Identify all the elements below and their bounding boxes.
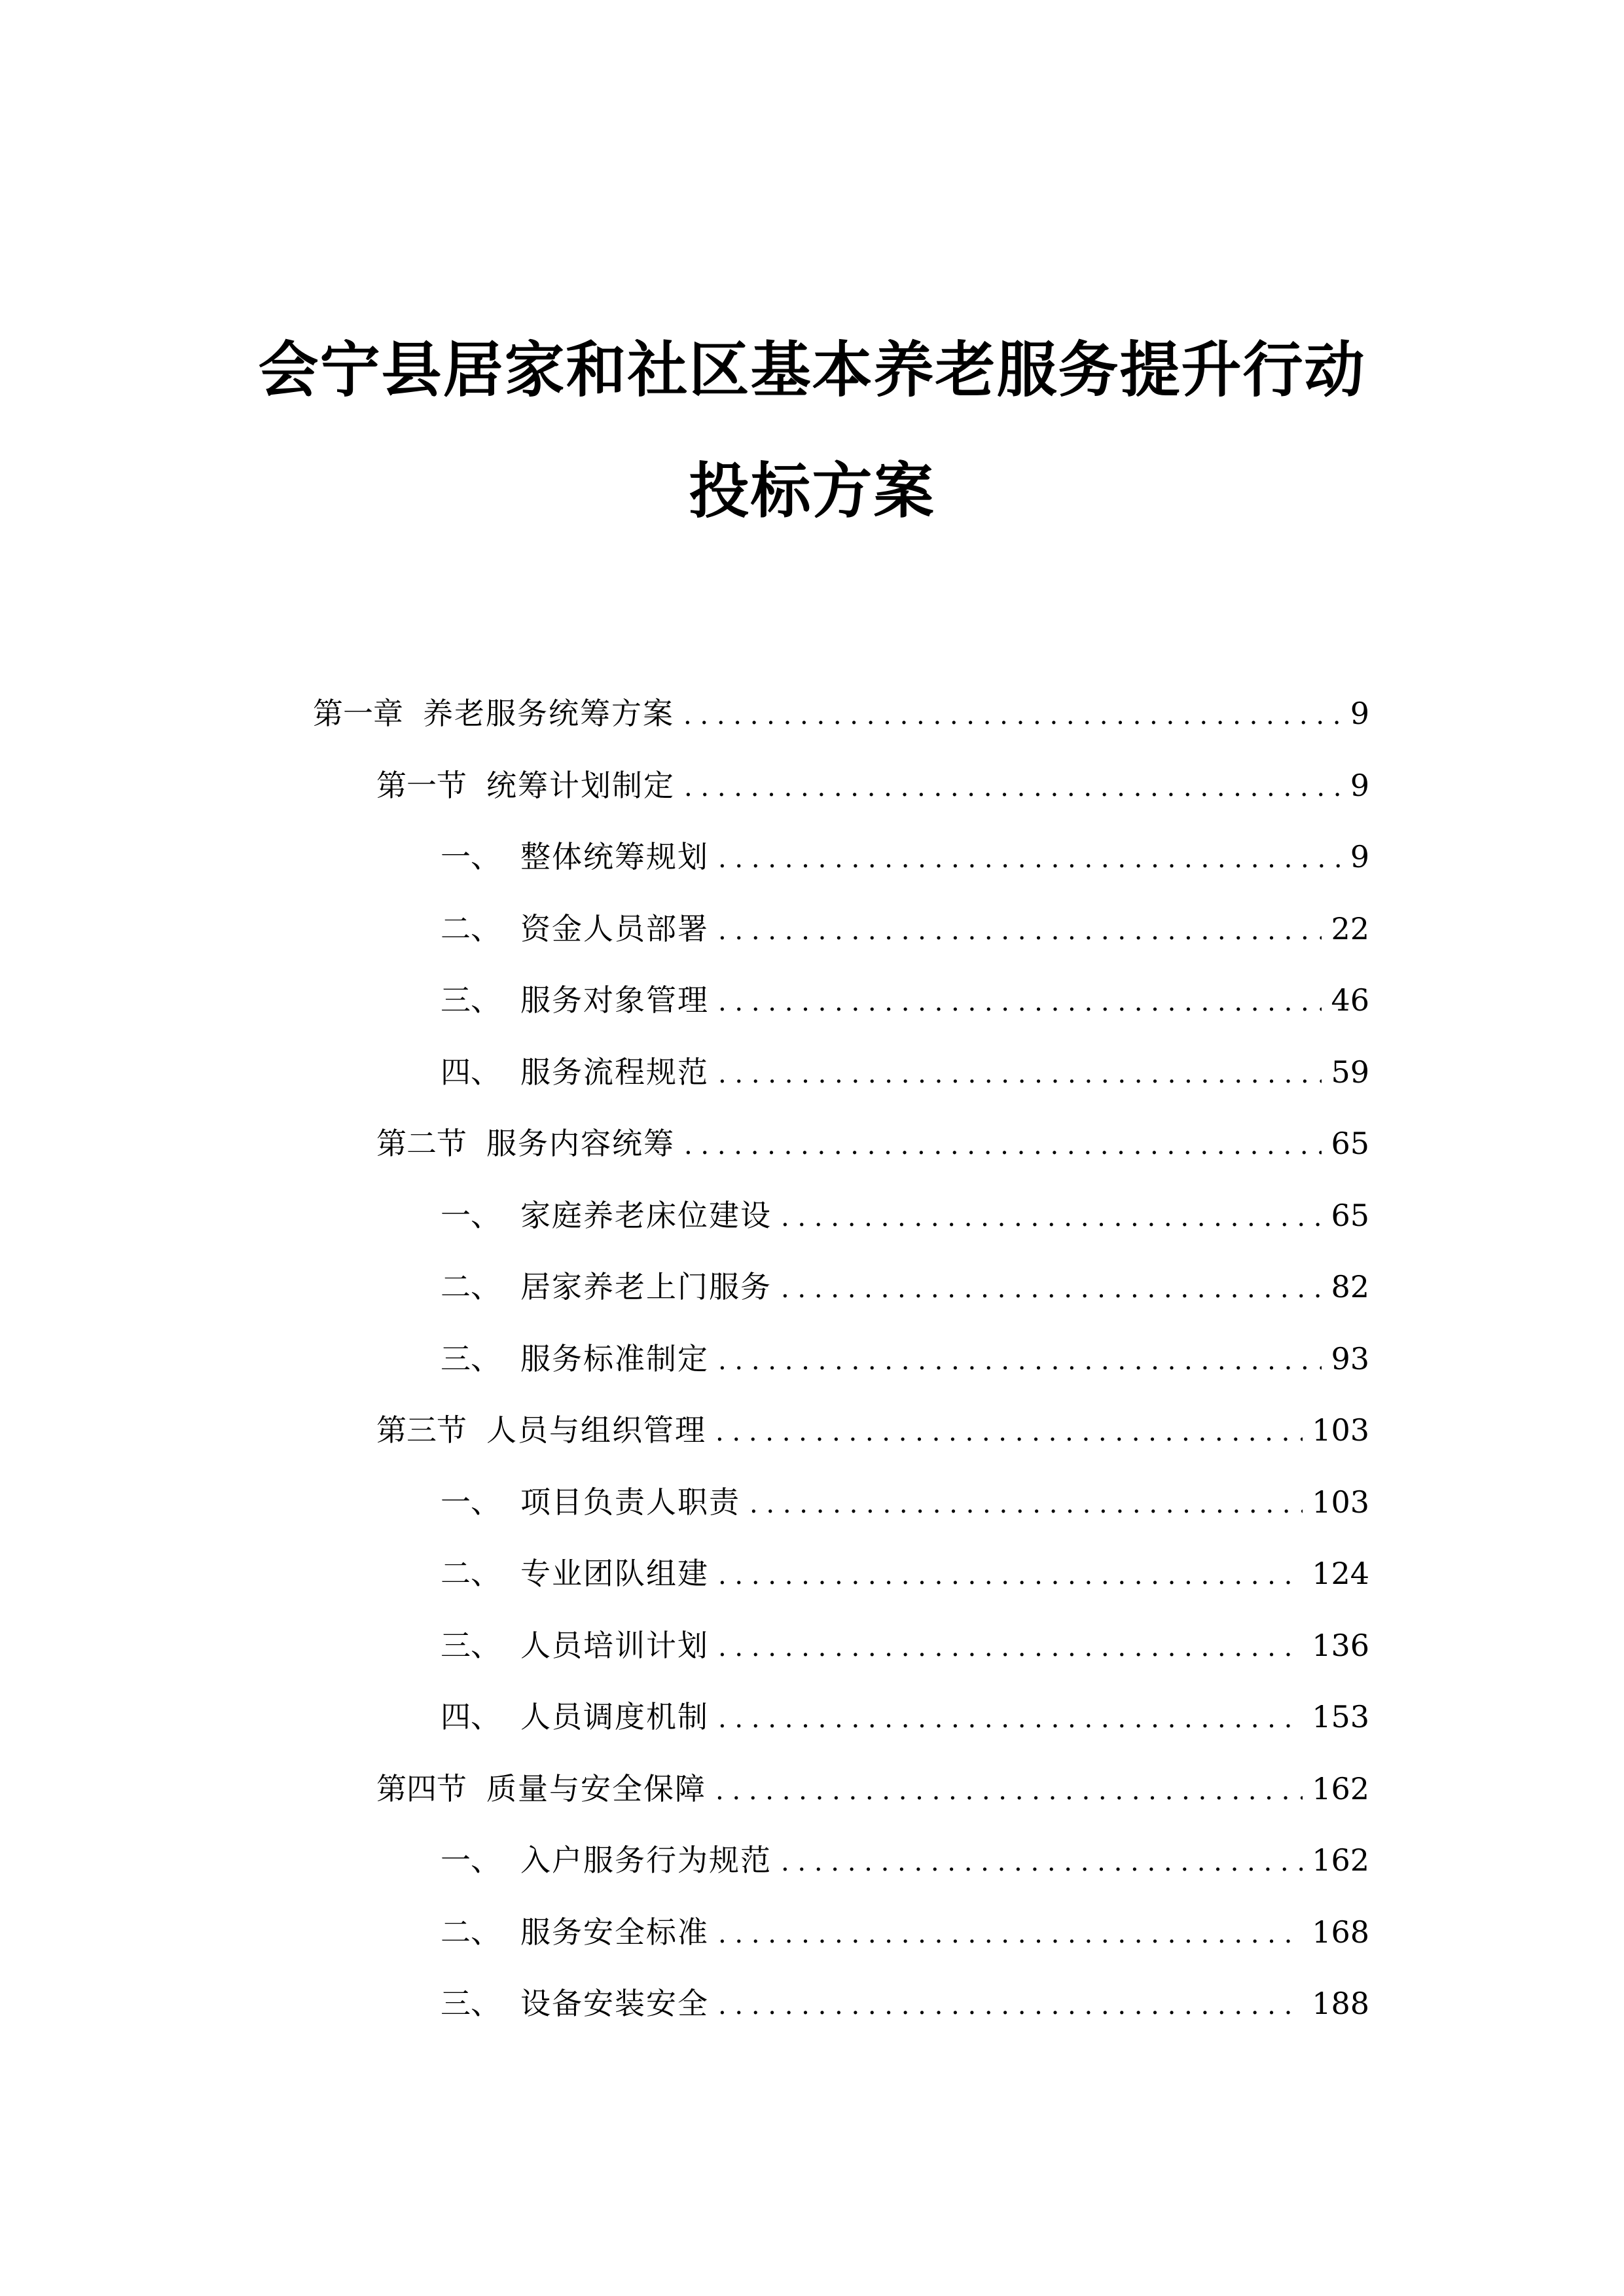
toc-entry-number: 二、 xyxy=(441,1269,501,1304)
toc-entry-page-number: 22 xyxy=(1331,910,1369,946)
toc-entry-number: 第一章 xyxy=(313,696,403,731)
toc-entry-page-number: 103 xyxy=(1312,1412,1369,1448)
toc-entry-number: 四、 xyxy=(441,1699,501,1734)
toc-entry-page-number: 153 xyxy=(1312,1699,1369,1734)
toc-entry-number: 第一节 xyxy=(376,767,467,803)
toc-entry-number: 二、 xyxy=(441,910,501,946)
toc-dot-leader xyxy=(781,1839,1303,1885)
toc-entry-number: 二、 xyxy=(441,1556,501,1591)
toc-entry-page-number: 162 xyxy=(1312,1770,1369,1806)
toc-entry[interactable] xyxy=(441,1694,1369,1740)
toc-entry-page-number: 93 xyxy=(1331,1340,1369,1376)
toc-dot-leader xyxy=(718,1552,1303,1598)
toc-entry-title: 人员与组织管理 xyxy=(486,1412,706,1448)
toc-entry-page-number: 46 xyxy=(1331,982,1369,1018)
toc-entry-page-number: 82 xyxy=(1331,1269,1369,1304)
toc-entry-page-number: 59 xyxy=(1331,1054,1369,1090)
toc-dot-leader xyxy=(718,1338,1322,1384)
toc-entry-page-number: 188 xyxy=(1312,1986,1369,2021)
toc-entry-page-number: 9 xyxy=(1350,696,1369,731)
toc-entry-title: 服务标准制定 xyxy=(520,1340,709,1376)
toc-dot-leader xyxy=(718,1911,1303,1957)
toc-entry-title: 整体统筹规划 xyxy=(520,839,709,874)
toc-entry[interactable] xyxy=(376,1407,1369,1453)
toc-entry-title: 服务流程规范 xyxy=(520,1054,709,1090)
toc-entry-page-number: 9 xyxy=(1350,839,1369,874)
toc-entry-title: 设备安装安全 xyxy=(520,1986,709,2021)
toc-entry-number: 第四节 xyxy=(376,1770,467,1806)
toc-entry-title: 家庭养老床位建设 xyxy=(520,1197,772,1233)
toc-entry-number: 一、 xyxy=(441,1484,501,1520)
toc-entry[interactable] xyxy=(313,691,1369,736)
toc-entry-title: 入户服务行为规范 xyxy=(520,1842,772,1878)
toc-entry-title: 质量与安全保障 xyxy=(486,1770,706,1806)
toc-entry[interactable] xyxy=(376,1121,1369,1166)
toc-entry-number: 第三节 xyxy=(376,1412,467,1448)
toc-dot-leader xyxy=(718,836,1341,882)
toc-entry-title: 资金人员部署 xyxy=(520,910,709,946)
toc-entry-title: 养老服务统筹方案 xyxy=(423,696,674,731)
toc-entry[interactable] xyxy=(441,1049,1369,1095)
toc-entry-title: 专业团队组建 xyxy=(520,1556,709,1591)
toc-entry-number: 四、 xyxy=(441,1054,501,1090)
toc-entry-number: 一、 xyxy=(441,839,501,874)
toc-dot-leader xyxy=(718,1051,1322,1097)
toc-dot-leader xyxy=(781,1194,1322,1240)
toc-entry-page-number: 168 xyxy=(1312,1914,1369,1950)
toc-entry-title: 居家养老上门服务 xyxy=(520,1269,772,1304)
toc-entry-page-number: 65 xyxy=(1331,1126,1369,1161)
toc-entry[interactable] xyxy=(441,1193,1369,1238)
toc-entry-title: 人员调度机制 xyxy=(520,1699,709,1734)
toc-dot-leader xyxy=(684,764,1341,810)
toc-entry-page-number: 162 xyxy=(1312,1842,1369,1878)
toc-entry[interactable] xyxy=(441,1837,1369,1883)
toc-entry-number: 一、 xyxy=(441,1842,501,1878)
toc-entry[interactable] xyxy=(441,1336,1369,1382)
toc-dot-leader xyxy=(718,979,1322,1025)
toc-entry-title: 服务内容统筹 xyxy=(486,1126,675,1161)
toc-dot-leader xyxy=(718,1624,1303,1670)
toc-entry-number: 二、 xyxy=(441,1914,501,1950)
toc-entry-page-number: 124 xyxy=(1312,1556,1369,1591)
toc-entry[interactable] xyxy=(441,1909,1369,1955)
document-title-line1: 会宁县居家和社区基本养老服务提升行动 xyxy=(258,335,1366,405)
toc-entry-title: 服务安全标准 xyxy=(520,1914,709,1950)
toc-dot-leader xyxy=(715,1768,1303,1814)
toc-entry[interactable] xyxy=(441,1551,1369,1596)
toc-entry[interactable] xyxy=(441,977,1369,1023)
toc-entry-number: 第二节 xyxy=(376,1126,467,1161)
toc-entry[interactable] xyxy=(376,762,1369,808)
toc-dot-leader xyxy=(718,1696,1303,1742)
toc-entry[interactable] xyxy=(441,1981,1369,2026)
toc-entry[interactable] xyxy=(441,1264,1369,1310)
toc-entry[interactable] xyxy=(441,834,1369,880)
toc-entry-page-number: 65 xyxy=(1331,1197,1369,1233)
toc-entry-title: 项目负责人职责 xyxy=(520,1484,740,1520)
toc-entry[interactable] xyxy=(376,1766,1369,1812)
toc-dot-leader xyxy=(781,1266,1322,1312)
toc-entry-title: 服务对象管理 xyxy=(520,982,709,1018)
toc-dot-leader xyxy=(683,692,1341,738)
toc-entry-page-number: 136 xyxy=(1312,1627,1369,1663)
toc-entry-page-number: 103 xyxy=(1312,1484,1369,1520)
toc-entry-number: 一、 xyxy=(441,1197,501,1233)
toc-entry-title: 人员培训计划 xyxy=(520,1627,709,1663)
toc-entry-number: 三、 xyxy=(441,1986,501,2021)
toc-entry-number: 三、 xyxy=(441,1340,501,1376)
toc-entry-title: 统筹计划制定 xyxy=(486,767,675,803)
toc-dot-leader xyxy=(718,1982,1303,2028)
toc-entry-number: 三、 xyxy=(441,1627,501,1663)
toc-dot-leader xyxy=(684,1122,1322,1168)
toc-dot-leader xyxy=(718,908,1322,954)
toc-entry[interactable] xyxy=(441,906,1369,952)
toc-entry[interactable] xyxy=(441,1479,1369,1525)
toc-dot-leader xyxy=(749,1481,1303,1527)
toc-entry-page-number: 9 xyxy=(1350,767,1369,803)
toc-dot-leader xyxy=(715,1409,1303,1455)
toc-entry[interactable] xyxy=(441,1623,1369,1668)
toc-entry-number: 三、 xyxy=(441,982,501,1018)
document-title-line2: 投标方案 xyxy=(689,456,935,526)
